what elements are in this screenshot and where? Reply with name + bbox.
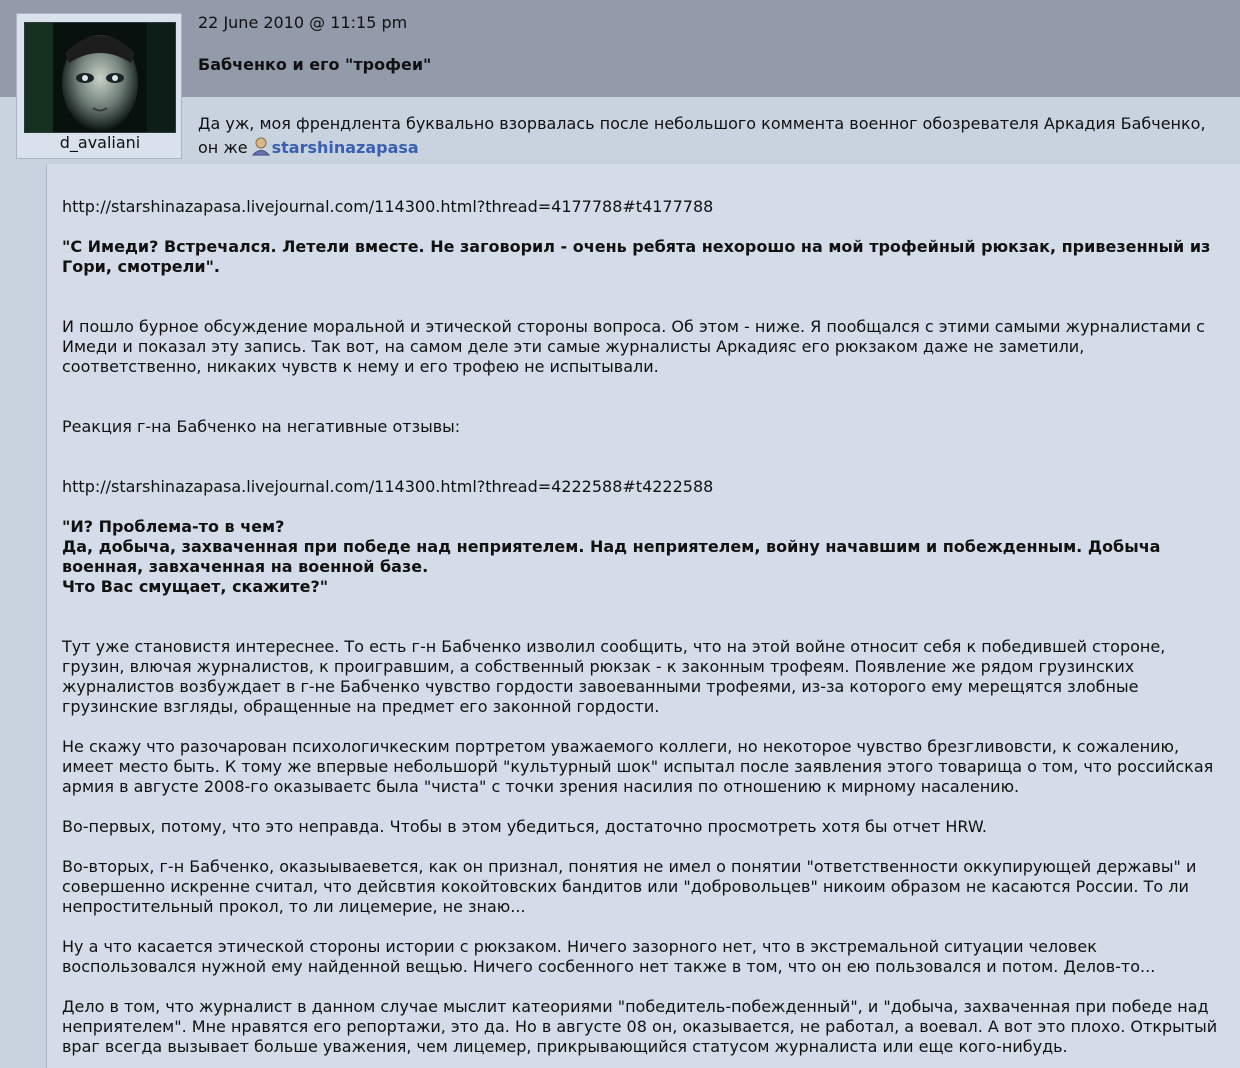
intro-text: Да уж, моя френдлента буквально взорвалась после небольшого коммента военног обозревателя Аркадия Бабченко, он же: [198, 114, 1206, 157]
post-header-band: [0, 0, 1240, 97]
user-head-icon[interactable]: [250, 136, 272, 156]
userpic-image[interactable]: [24, 22, 176, 133]
mentioned-user-link[interactable]: starshinazapasa: [271, 138, 419, 157]
author-username[interactable]: d_avaliani: [59, 133, 141, 152]
paragraph-4: Не скажу что разочарован психологичкеским портретом уважаемого коллеги, но некоторое чувство брезгливовсти, к сожалению, имеет место быть. К тому же впервые небольшорй "культурный шок" испытал после заявления этого товарища о том, что российская армия в августе 2008-го оказываетс была "чиста" с точки зрения насилия по отношению к мирному насалению.: [62, 737, 1214, 796]
post-subject: Бабченко и его "трофеи": [198, 55, 432, 74]
userpic-panel: [16, 13, 182, 159]
post-body: [46, 164, 1240, 1068]
paragraph-1: И пошло бурное обсуждение моральной и этической стороны вопроса. Об этом - ниже. Я пообщался с этими самыми журналистами с Имеди и показал эту запись. Так вот, на самом деле эти самые журналисты Аркадияс его рюкзаком даже не заметили, соответственно, никаких чувств к нему и его трофею не испытывали.: [62, 317, 1205, 376]
post-date: 22 June 2010 @ 11:15 pm: [198, 13, 408, 32]
paragraph-7: Ну а что касается этической стороны истории с рюкзаком. Ничего зазорного нет, что в экстремальной ситуации человек воспользовался нужной ему найденной вещью. Ничего сосбенного нет также в том, что он ею пользовался и потом. Делов-то...: [62, 937, 1156, 976]
thread-link-2[interactable]: http://starshinazapasa.livejournal.com/114300.html?thread=4222588#t4222588: [62, 477, 714, 496]
quote-2-line-1: "И? Проблема-то в чем?: [62, 517, 285, 536]
quote-2-line-2: Да, добыча, захваченная при победе над неприятелем. Над неприятелем, войну начавшим и побежденным. Добыча военная, завхаченная на военной базе.: [62, 537, 1161, 576]
paragraph-6: Во-вторых, г-н Бабченко, оказыываевется, как он признал, понятия не имел о понятии "ответственности оккупирующей державы" и совершенно искренне считал, что дейсвтия кокойтовских бандитов или "добровольцев" никоим образом не касаются России. То ли непростительный прокол, то ли лицемерие, не знаю...: [62, 857, 1197, 916]
paragraph-5: Во-первых, потому, что это неправда. Чтобы в этом убедиться, достаточно просмотреть хотя бы отчет HRW.: [62, 817, 987, 836]
paragraph-3: Тут уже становистя интереснее. То есть г-н Бабченко изволил сообщить, что на этой войне относит себя к победившей стороне, грузин, влючая журналистов, к проигравшим, а собственный рюкзак - к законным трофеям. Появление же рядом грузинских журналистов возбуждает в г-не Бабченко чувство гордости завоеванными трофеями, из-за которого ему мерещятся злобные грузинские взгляды, обращенные на предмет его законной гордости.: [62, 637, 1166, 716]
thread-link-1[interactable]: http://starshinazapasa.livejournal.com/114300.html?thread=4177788#t4177788: [62, 197, 714, 216]
post-intro: [198, 112, 1228, 160]
quote-2-line-3: Что Вас смущает, скажите?": [62, 577, 329, 596]
quote-1: "С Имеди? Встречался. Летели вместе. Не заговорил - очень ребята нехорошо на мой трофейный рюкзак, привезенный из Гори, смотрели".: [62, 237, 1211, 276]
paragraph-8: Дело в том, что журналист в данном случае мыслит катеориями "победитель-побежденный", и "добыча, захваченная при победе над неприятелем". Мне нравятся его репортажи, это да. Но в августе 08 он, оказывается, не работал, а воевал. А вот это плохо. Открытый враг всегда вызывает больше уважения, чем лицемер, прикрывающийся статусом журналиста или еще кого-нибудь.: [62, 997, 1218, 1056]
paragraph-2: Реакция г-на Бабченко на негативные отзывы:: [62, 417, 461, 436]
userpic-face-icon: [25, 23, 175, 132]
